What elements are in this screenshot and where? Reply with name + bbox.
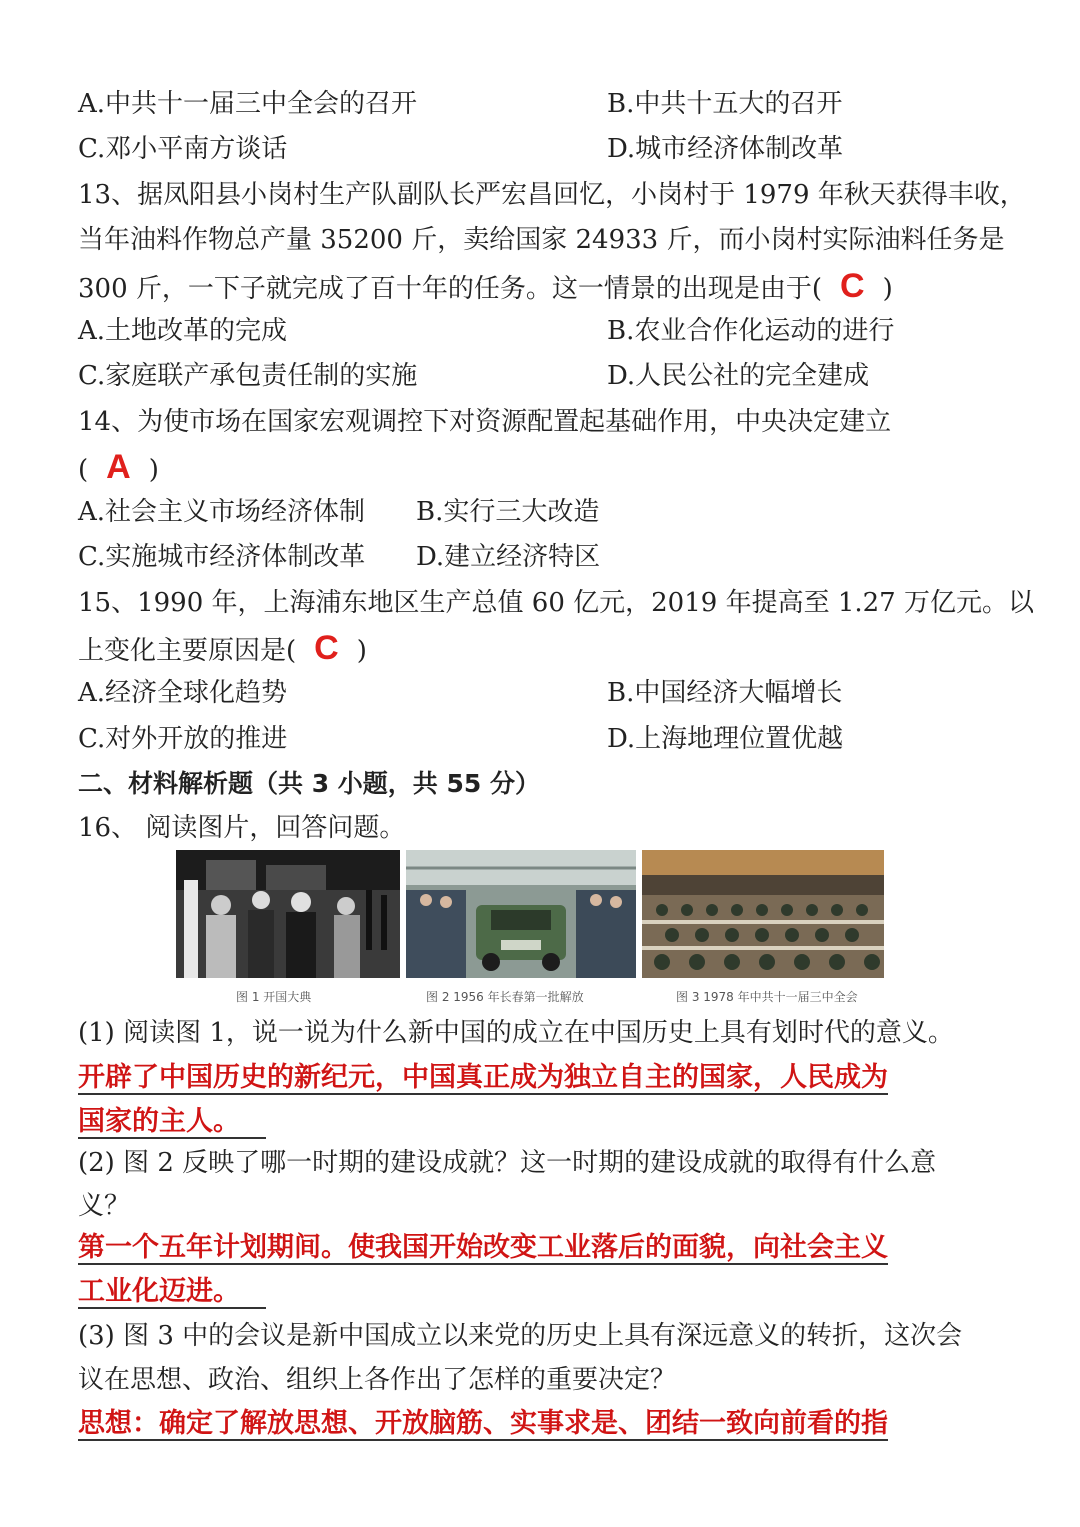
q14-option-d: D.建立经济特区: [416, 542, 601, 572]
figure-2-caption: 图 2 1956 年长春第一批解放: [426, 990, 584, 1004]
q14-stem-line1: 14、为使市场在国家宏观调控下对资源配置起基础作用，中央决定建立: [78, 407, 892, 437]
q13-option-d: D.人民公社的完全建成: [607, 361, 870, 391]
figure-2-photo: [406, 850, 636, 978]
q15-option-c: C.对外开放的推进: [78, 724, 288, 754]
q13-stem-line3: [78, 266, 893, 309]
q12-option-d: D.城市经济体制改革: [607, 134, 844, 164]
q16-part1-answer-line1: [78, 1058, 888, 1098]
q14-open-paren: (: [78, 455, 89, 485]
q15-stem-line2: [78, 628, 367, 671]
q13-option-a: A.土地改革的完成: [78, 316, 288, 346]
q15-option-d: D.上海地理位置优越: [607, 724, 844, 754]
q15-stem-text: 上变化主要原因是(: [78, 636, 297, 666]
q15-close-paren: ): [356, 636, 367, 666]
q13-stem-text: 300 斤，一下子就完成了百十年的任务。这一情景的出现是由于(: [78, 274, 823, 304]
q16-part2-answer-line2-text: 工业化迈进。: [78, 1276, 266, 1309]
q12-option-a: A.中共十一届三中全会的召开: [78, 89, 418, 119]
q12-option-c: C.邓小平南方谈话: [78, 134, 288, 164]
figure-1-caption: 图 1 开国大典: [236, 990, 312, 1004]
q13-close-paren: ): [882, 274, 893, 304]
q14-answer: A: [106, 448, 131, 486]
q13-stem-line1: 13、据凤阳县小岗村生产队副队长严宏昌回忆，小岗村于 1979 年秋天获得丰收，: [78, 180, 1026, 210]
q15-option-a: A.经济全球化趋势: [78, 678, 288, 708]
q16-part1-answer-line1-text: 开辟了中国历史的新纪元，中国真正成为独立自主的国家，人民成为: [78, 1062, 888, 1093]
q13-option-c: C.家庭联产承包责任制的实施: [78, 361, 418, 391]
q14-close-paren: ): [148, 455, 159, 485]
q16-part2-answer-line2: [78, 1272, 266, 1312]
figure-3-caption: 图 3 1978 年中共十一届三中全会: [676, 990, 858, 1004]
q16-part2-question-line1: (2) 图 2 反映了哪一时期的建设成就？这一时期的建设成就的取得有什么意: [78, 1148, 937, 1178]
q16-part2-answer-line1-text: 第一个五年计划期间。使我国开始改变工业落后的面貌，向社会主义: [78, 1232, 888, 1263]
q13-stem-line2: 当年油料作物总产量 35200 斤，卖给国家 24933 斤，而小岗村实际油料任务是: [78, 225, 1005, 255]
q12-option-b: B.中共十五大的召开: [607, 89, 843, 119]
q16-part3-answer-line1: [78, 1404, 888, 1444]
q14-option-a: A.社会主义市场经济体制: [78, 497, 366, 527]
q16-part2-answer-line1: [78, 1228, 888, 1268]
figure-3-photo: [642, 850, 884, 978]
q13-answer: C: [840, 267, 865, 305]
q16-part1-answer-line2: [78, 1102, 266, 1142]
q16-part3-question-line1: (3) 图 3 中的会议是新中国成立以来党的历史上具有深远意义的转折，这次会: [78, 1321, 963, 1351]
figure-1-photo: [176, 850, 400, 978]
q15-stem-line1: 15、1990 年，上海浦东地区生产总值 60 亿元，2019 年提高至 1.27 万亿元。以: [78, 588, 1034, 618]
section-heading: 二、材料解析题（共 3 小题，共 55 分）: [78, 769, 541, 798]
q14-option-b: B.实行三大改造: [416, 497, 600, 527]
q16-intro: 16、 阅读图片，回答问题。: [78, 813, 406, 843]
q15-option-b: B.中国经济大幅增长: [607, 678, 843, 708]
q16-part1-question: (1) 阅读图 1，说一说为什么新中国的成立在中国历史上具有划时代的意义。: [78, 1018, 954, 1048]
q16-part3-question-line2: 议在思想、政治、组织上各作出了怎样的重要决定？: [78, 1365, 677, 1395]
q16-part1-answer-line2-text: 国家的主人。: [78, 1106, 266, 1139]
q14-stem-line2: [78, 447, 159, 490]
q16-part2-question-line2: 义？: [78, 1191, 131, 1221]
q13-option-b: B.农业合作化运动的进行: [607, 316, 895, 346]
q15-answer: C: [314, 629, 339, 667]
q16-part3-answer-line1-text: 思想：确定了解放思想、开放脑筋、实事求是、团结一致向前看的指: [78, 1408, 888, 1439]
q14-option-c: C.实施城市经济体制改革: [78, 542, 366, 572]
figure-strip: [176, 850, 884, 1010]
